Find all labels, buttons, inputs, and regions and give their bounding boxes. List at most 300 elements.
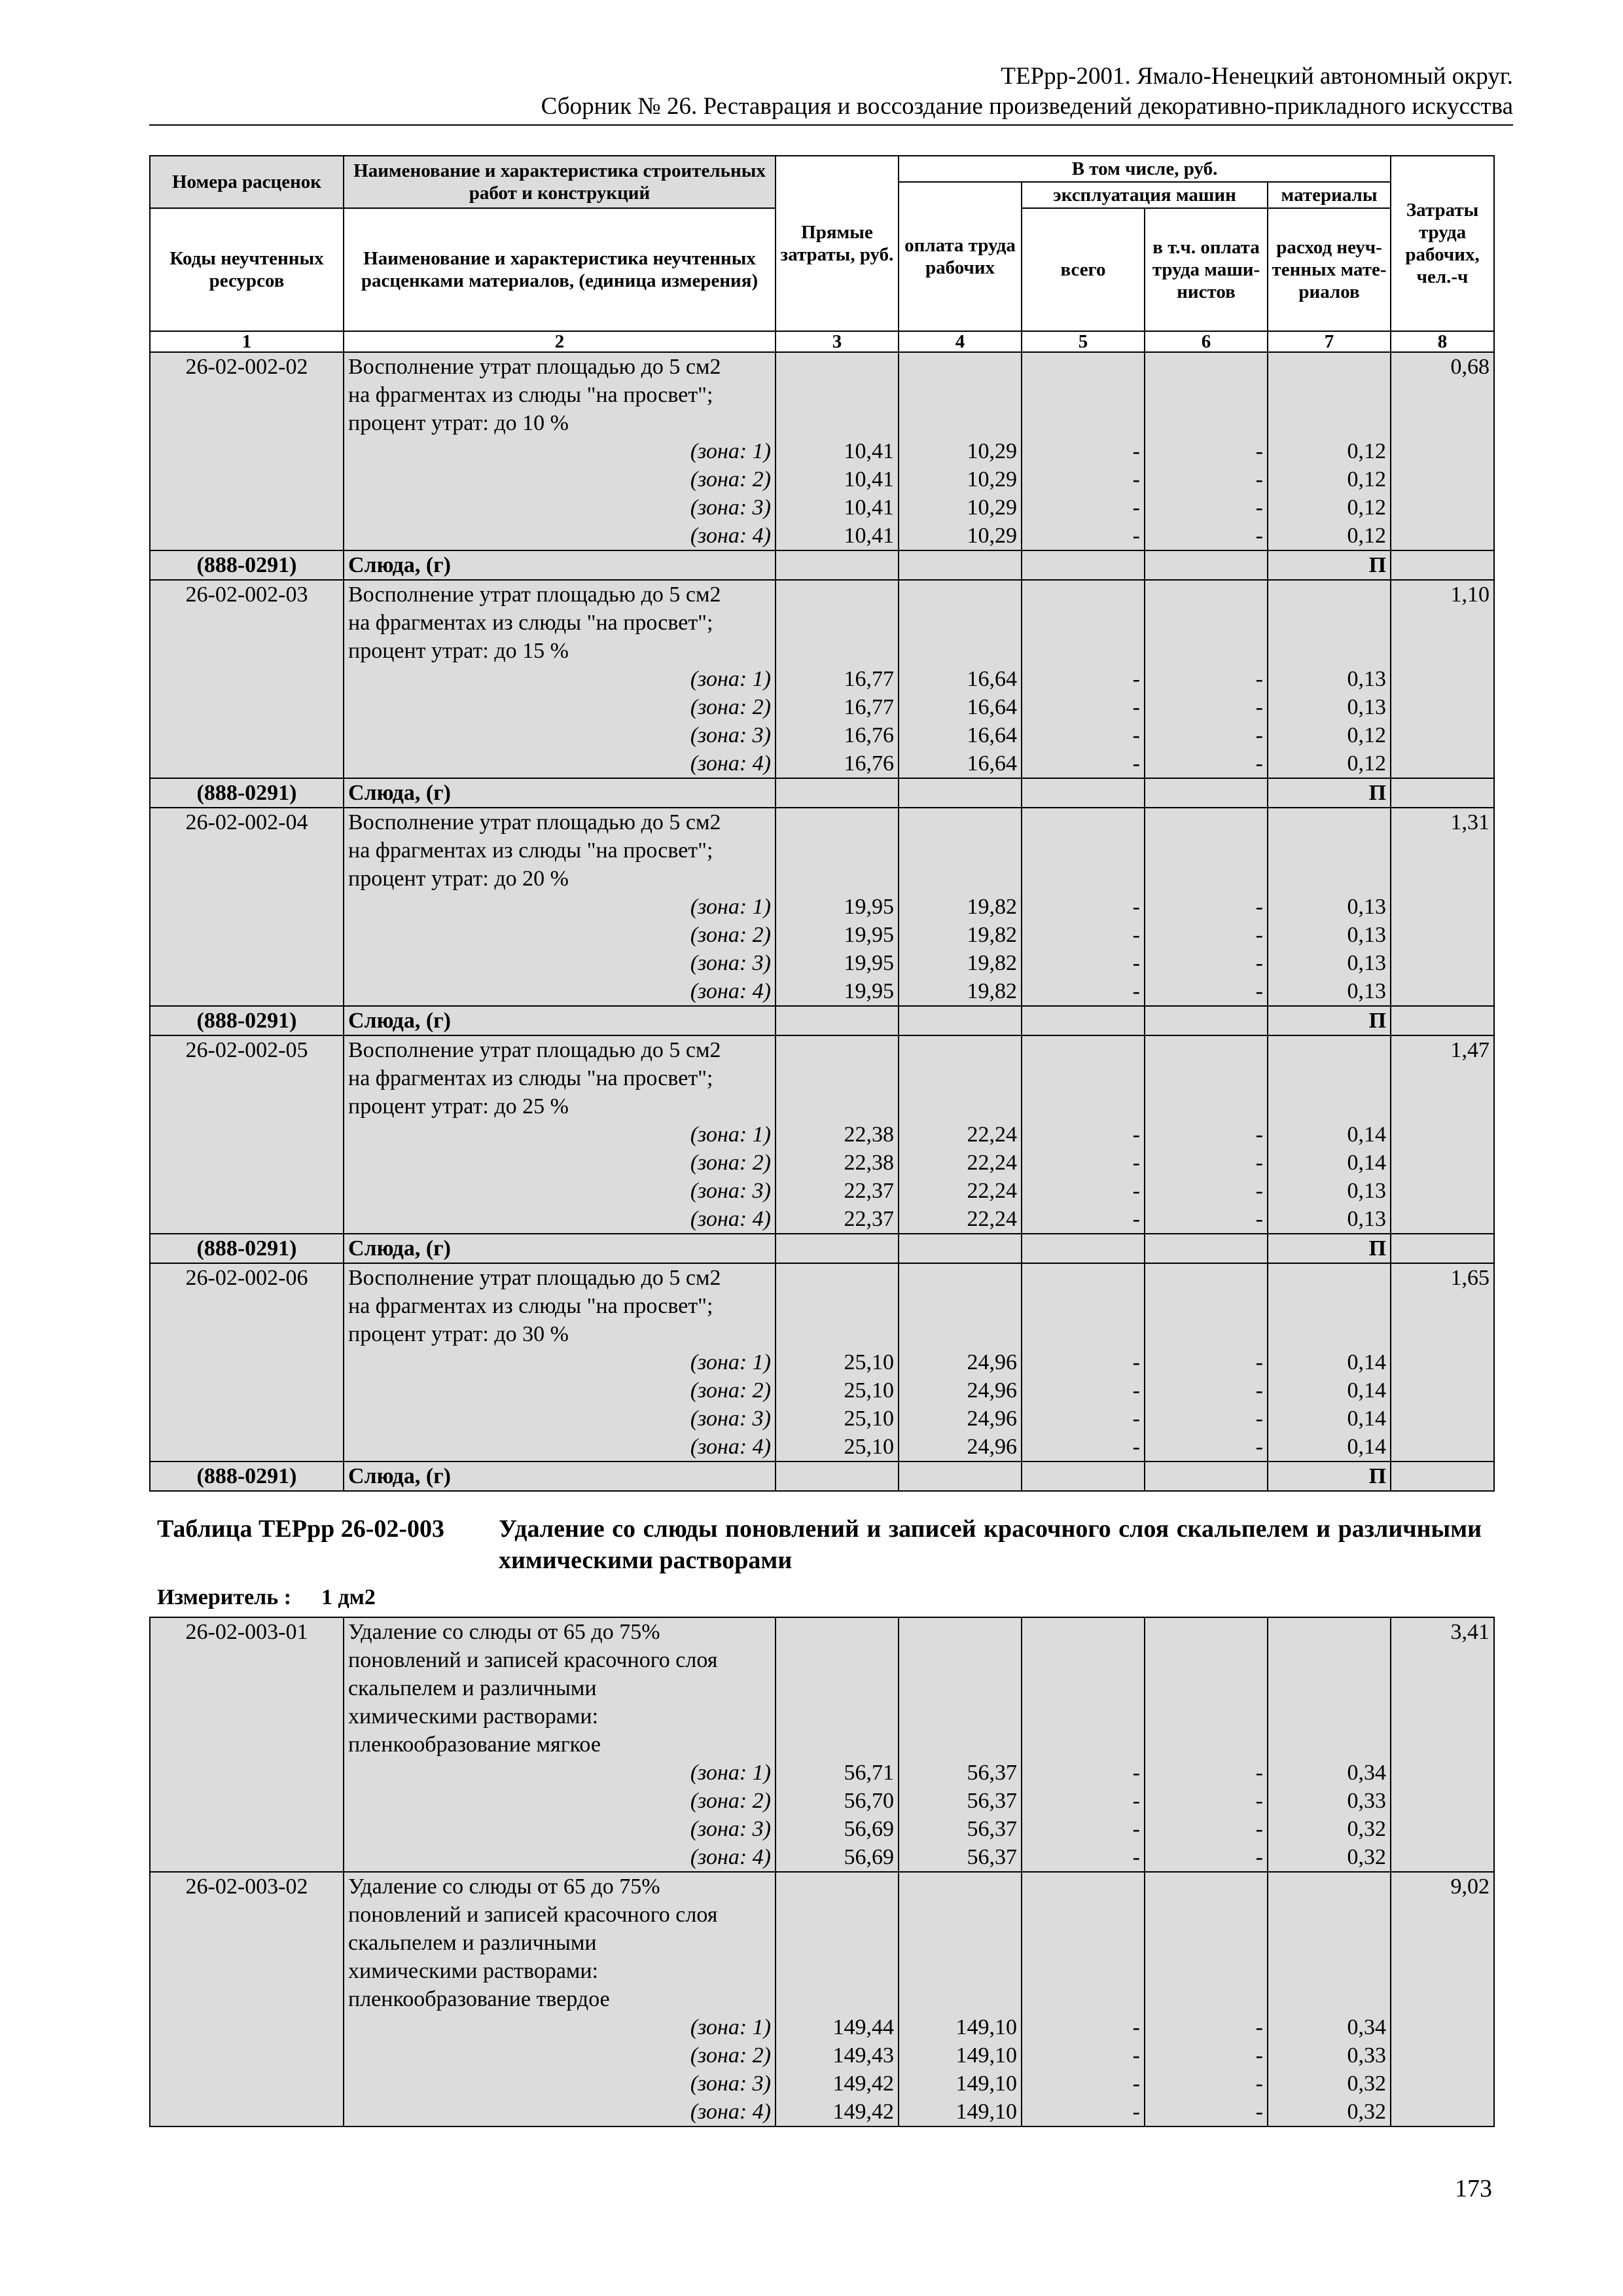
- worker-pay-cell: [899, 352, 1022, 550]
- machines-total: -: [1132, 2100, 1140, 2124]
- header-rule: [149, 124, 1513, 126]
- worker-pay: 22,24: [967, 1122, 1017, 1147]
- direct-cost: 25,10: [844, 1350, 894, 1374]
- running-header-collection: Сборник № 26. Реставрация и воссоздание произведений декоративно-прикладного искусства: [541, 93, 1513, 120]
- direct-cost-cell: [776, 580, 899, 778]
- direct-cost-cell: [776, 808, 899, 1006]
- rate-code: 26-02-003-01: [185, 1620, 308, 1644]
- direct-cost: 149,42: [832, 2100, 894, 2124]
- materials-cost-cell: [1268, 1617, 1391, 1872]
- machines-total: -: [1132, 1350, 1140, 1374]
- worker-pay-cell: [899, 1617, 1022, 1872]
- work-description-line: скальпелем и различными: [348, 1931, 597, 1955]
- machines-total: -: [1132, 667, 1140, 691]
- machinist-pay: -: [1255, 1378, 1263, 1403]
- zone-label: (зона: 3): [690, 1817, 771, 1841]
- direct-cost: 19,95: [844, 979, 894, 1003]
- rate-code: 26-02-002-04: [185, 810, 308, 834]
- direct-cost: 19,95: [844, 951, 894, 975]
- materials-cost: 0,34: [1347, 1761, 1386, 1785]
- rate-row: [150, 1872, 1494, 2126]
- labor-cost: 9,02: [1450, 1874, 1489, 1899]
- machines-total: -: [1132, 723, 1140, 747]
- resource-mark: П: [1268, 1462, 1391, 1491]
- work-description-line: процент утрат: до 15 %: [348, 639, 569, 663]
- machinist-pay: -: [1255, 1845, 1263, 1869]
- direct-cost: 22,37: [844, 1179, 894, 1203]
- materials-cost: 0,13: [1347, 895, 1387, 919]
- labor-cost: 3,41: [1450, 1620, 1489, 1644]
- resource-code: (888-0291): [150, 778, 344, 808]
- machines-total: -: [1132, 1817, 1140, 1841]
- rates-table-26-02-003: [149, 1617, 1495, 2127]
- work-description-line: процент утрат: до 25 %: [348, 1094, 569, 1119]
- col-header-machinist-pay: в т.ч. оплата труда маши-нистов: [1145, 208, 1268, 331]
- materials-cost: 0,14: [1347, 1435, 1387, 1459]
- machines-total: -: [1132, 1378, 1140, 1403]
- work-description-line: поновлений и записей красочного слоя: [348, 1648, 718, 1672]
- labor-cell: [1391, 1872, 1494, 2126]
- materials-cost: 0,12: [1347, 524, 1387, 548]
- zone-label: (зона: 3): [690, 1179, 771, 1203]
- direct-cost: 19,95: [844, 895, 894, 919]
- zone-label: (зона: 3): [690, 951, 771, 975]
- materials-cost: 0,14: [1347, 1122, 1387, 1147]
- machinist-pay: -: [1255, 1122, 1263, 1147]
- machines-total: -: [1132, 1407, 1140, 1431]
- worker-pay: 22,24: [967, 1179, 1017, 1203]
- worker-pay: 16,64: [967, 667, 1017, 691]
- unit-label: Измеритель :: [157, 1585, 292, 1609]
- table-caption-label: Таблица ТЕРрр 26-02-003: [157, 1515, 445, 1543]
- machinist-pay-cell: [1145, 580, 1268, 778]
- direct-cost: 16,76: [844, 723, 894, 747]
- machinist-pay: -: [1255, 1179, 1263, 1203]
- worker-pay: 10,29: [967, 439, 1017, 463]
- materials-cost: 0,13: [1347, 1207, 1387, 1231]
- machines-total: -: [1132, 2072, 1140, 2096]
- resource-code: (888-0291): [150, 1234, 344, 1263]
- rate-code-cell: [150, 352, 344, 550]
- rate-row: [150, 1617, 1494, 1872]
- zone-label: (зона: 1): [690, 895, 771, 919]
- machinist-pay: -: [1255, 1817, 1263, 1841]
- machinist-pay: -: [1255, 1207, 1263, 1231]
- materials-cost-cell: [1268, 1872, 1391, 2126]
- work-description-line: химическими растворами:: [348, 1959, 599, 1983]
- zone-label: (зона: 1): [690, 667, 771, 691]
- work-description-line: скальпелем и различными: [348, 1676, 597, 1700]
- work-description-line: пленкообразование твердое: [348, 1987, 610, 2011]
- materials-cost: 0,34: [1347, 2015, 1386, 2039]
- rate-row: [150, 352, 1494, 550]
- materials-cost: 0,32: [1347, 1817, 1386, 1841]
- col-header-work-name: Наименование и характеристика строительных работ и конструкций: [344, 156, 776, 208]
- worker-pay: 22,24: [967, 1151, 1017, 1175]
- machines-total: -: [1132, 1122, 1140, 1147]
- zone-label: (зона: 2): [690, 923, 771, 947]
- machines-total: -: [1132, 695, 1140, 719]
- col-header-labor: Затраты труда рабочих, чел.-ч: [1391, 156, 1494, 331]
- materials-cost: 0,13: [1347, 1179, 1387, 1203]
- worker-pay: 19,82: [967, 895, 1017, 919]
- materials-cost: 0,33: [1347, 2043, 1386, 2068]
- rate-row: [150, 1263, 1494, 1462]
- labor-cell: [1391, 808, 1494, 1006]
- direct-cost: 25,10: [844, 1407, 894, 1431]
- direct-cost: 16,76: [844, 751, 894, 776]
- rate-code-cell: [150, 808, 344, 1006]
- work-description-line: Восполнение утрат площадью до 5 см2: [348, 810, 721, 834]
- machines-total: -: [1132, 751, 1140, 776]
- machinist-pay: -: [1255, 2015, 1263, 2039]
- direct-cost: 10,41: [844, 524, 894, 548]
- materials-cost: 0,13: [1347, 695, 1387, 719]
- resource-mark: П: [1268, 550, 1391, 580]
- direct-cost: 22,38: [844, 1122, 894, 1147]
- machinist-pay: -: [1255, 2100, 1263, 2124]
- machinist-pay: -: [1255, 751, 1263, 776]
- rate-code-cell: [150, 1872, 344, 2126]
- machines-total: -: [1132, 951, 1140, 975]
- labor-cell: [1391, 1035, 1494, 1234]
- work-description-line: процент утрат: до 20 %: [348, 867, 569, 891]
- machines-total: -: [1132, 524, 1140, 548]
- worker-pay: 24,96: [967, 1407, 1017, 1431]
- resource-row: [150, 1462, 1494, 1491]
- machinist-pay-cell: [1145, 352, 1268, 550]
- col-header-resource-codes: Коды неучтенных ресурсов: [150, 208, 344, 331]
- work-description-cell: [344, 1263, 776, 1462]
- zone-label: (зона: 1): [690, 2015, 771, 2039]
- machinist-pay: -: [1255, 467, 1263, 492]
- materials-cost-cell: [1268, 1263, 1391, 1462]
- direct-cost: 16,77: [844, 695, 894, 719]
- labor-cost: 1,47: [1450, 1038, 1490, 1062]
- direct-cost: 10,41: [844, 439, 894, 463]
- zone-label: (зона: 3): [690, 723, 771, 747]
- work-description-line: химическими растворами:: [348, 1704, 599, 1729]
- rate-code: 26-02-003-02: [185, 1874, 308, 1899]
- zone-label: (зона: 2): [690, 1789, 771, 1813]
- worker-pay: 56,37: [967, 1789, 1017, 1813]
- machinist-pay: -: [1255, 895, 1263, 919]
- worker-pay: 56,37: [967, 1761, 1017, 1785]
- worker-pay-cell: [899, 1035, 1022, 1234]
- materials-cost: 0,12: [1347, 495, 1387, 520]
- machinist-pay: -: [1255, 2072, 1263, 2096]
- machinist-pay-cell: [1145, 1263, 1268, 1462]
- direct-cost-cell: [776, 1035, 899, 1234]
- work-description-cell: [344, 1035, 776, 1234]
- labor-cost: 1,31: [1450, 810, 1490, 834]
- materials-cost: 0,13: [1347, 979, 1387, 1003]
- worker-pay-cell: [899, 1872, 1022, 2126]
- rate-code-cell: [150, 1617, 344, 1872]
- machines-total: -: [1132, 895, 1140, 919]
- zone-label: (зона: 4): [690, 524, 771, 548]
- machines-total: -: [1132, 1761, 1140, 1785]
- zone-label: (зона: 3): [690, 1407, 771, 1431]
- rate-row: [150, 808, 1494, 1006]
- machinist-pay: -: [1255, 723, 1263, 747]
- col-number: 4: [899, 331, 1022, 352]
- machines-total: -: [1132, 1845, 1140, 1869]
- running-header-title: ТЕРрр-2001. Ямало-Ненецкий автономный округ.: [1001, 63, 1513, 90]
- resource-code: (888-0291): [150, 1006, 344, 1035]
- resource-mark: П: [1268, 1006, 1391, 1035]
- work-description-line: на фрагментах из слюды "на просвет";: [348, 611, 713, 635]
- work-description-line: на фрагментах из слюды "на просвет";: [348, 383, 713, 407]
- materials-cost: 0,14: [1347, 1350, 1387, 1374]
- worker-pay: 24,96: [967, 1350, 1017, 1374]
- machinist-pay: -: [1255, 439, 1263, 463]
- materials-cost: 0,12: [1347, 467, 1387, 492]
- worker-pay: 149,10: [955, 2043, 1017, 2068]
- zone-label: (зона: 1): [690, 439, 771, 463]
- resource-name: Слюда, (г): [344, 1006, 776, 1035]
- worker-pay: 24,96: [967, 1378, 1017, 1403]
- machinist-pay: -: [1255, 495, 1263, 520]
- resource-mark: П: [1268, 1234, 1391, 1263]
- direct-cost: 56,69: [844, 1817, 894, 1841]
- col-header-in-total: В том числе, руб.: [899, 156, 1391, 182]
- machines-total: -: [1132, 1789, 1140, 1813]
- resource-row: [150, 778, 1494, 808]
- resource-row: [150, 1006, 1494, 1035]
- materials-cost: 0,32: [1347, 1845, 1386, 1869]
- rates-table-26-02-002: [149, 155, 1495, 1492]
- machines-total: -: [1132, 439, 1140, 463]
- materials-cost: 0,12: [1347, 439, 1387, 463]
- direct-cost: 56,69: [844, 1845, 894, 1869]
- direct-cost: 10,41: [844, 467, 894, 492]
- col-number: 5: [1022, 331, 1145, 352]
- col-header-machines: эксплуатация машин: [1022, 182, 1268, 208]
- materials-cost-cell: [1268, 580, 1391, 778]
- work-description-line: процент утрат: до 30 %: [348, 1322, 569, 1346]
- direct-cost-cell: [776, 1872, 899, 2126]
- zone-label: (зона: 2): [690, 695, 771, 719]
- resource-name: Слюда, (г): [344, 1462, 776, 1491]
- machinist-pay: -: [1255, 1350, 1263, 1374]
- machines-total: -: [1132, 979, 1140, 1003]
- labor-cell: [1391, 352, 1494, 550]
- machinist-pay: -: [1255, 2043, 1263, 2068]
- worker-pay: 10,29: [967, 524, 1017, 548]
- zone-label: (зона: 4): [690, 979, 771, 1003]
- direct-cost: 149,44: [832, 2015, 894, 2039]
- direct-cost-cell: [776, 352, 899, 550]
- machines-total: -: [1132, 1207, 1140, 1231]
- materials-cost-cell: [1268, 352, 1391, 550]
- worker-pay: 10,29: [967, 495, 1017, 520]
- resource-code: (888-0291): [150, 550, 344, 580]
- direct-cost-cell: [776, 1617, 899, 1872]
- work-description-cell: [344, 352, 776, 550]
- machinist-pay: -: [1255, 524, 1263, 548]
- machines-total: -: [1132, 923, 1140, 947]
- direct-cost: 19,95: [844, 923, 894, 947]
- materials-cost: 0,12: [1347, 751, 1387, 776]
- zone-label: (зона: 2): [690, 2043, 771, 2068]
- labor-cell: [1391, 1617, 1494, 1872]
- zone-label: (зона: 4): [690, 1845, 771, 1869]
- direct-cost: 149,43: [832, 2043, 894, 2068]
- direct-cost: 16,77: [844, 667, 894, 691]
- worker-pay: 56,37: [967, 1817, 1017, 1841]
- machinist-pay: -: [1255, 979, 1263, 1003]
- col-header-unaccounted-materials: расход неуч-тенных мате-риалов: [1268, 208, 1391, 331]
- machinist-pay: -: [1255, 1407, 1263, 1431]
- resource-code: (888-0291): [150, 1462, 344, 1491]
- labor-cost: 1,65: [1450, 1266, 1490, 1290]
- work-description-cell: [344, 1872, 776, 2126]
- direct-cost: 22,38: [844, 1151, 894, 1175]
- worker-pay: 19,82: [967, 951, 1017, 975]
- materials-cost: 0,14: [1347, 1378, 1387, 1403]
- materials-cost: 0,33: [1347, 1789, 1386, 1813]
- worker-pay: 24,96: [967, 1435, 1017, 1459]
- materials-cost: 0,14: [1347, 1151, 1387, 1175]
- worker-pay: 149,10: [955, 2072, 1017, 2096]
- materials-cost: 0,13: [1347, 951, 1387, 975]
- machinist-pay-cell: [1145, 1617, 1268, 1872]
- work-description-line: Восполнение утрат площадью до 5 см2: [348, 355, 721, 379]
- work-description-line: на фрагментах из слюды "на просвет";: [348, 1066, 713, 1090]
- worker-pay: 19,82: [967, 923, 1017, 947]
- worker-pay: 19,82: [967, 979, 1017, 1003]
- zone-label: (зона: 1): [690, 1761, 771, 1785]
- rate-row: [150, 580, 1494, 778]
- rate-code-cell: [150, 1035, 344, 1234]
- resource-name: Слюда, (г): [344, 778, 776, 808]
- worker-pay-cell: [899, 1263, 1022, 1462]
- machines-total: -: [1132, 1179, 1140, 1203]
- worker-pay: 149,10: [955, 2100, 1017, 2124]
- zone-label: (зона: 4): [690, 751, 771, 776]
- machines-total-cell: [1022, 1035, 1145, 1234]
- col-header-worker-pay: оплата труда рабочих: [899, 182, 1022, 331]
- col-header-machines-total: всего: [1022, 208, 1145, 331]
- page-number: 173: [1455, 2175, 1492, 2202]
- col-header-resource-names: Наименование и характеристика неучтенных расценками материалов, (единица измерения): [344, 208, 776, 331]
- zone-label: (зона: 1): [690, 1122, 771, 1147]
- materials-cost: 0,13: [1347, 667, 1387, 691]
- rate-code: 26-02-002-02: [185, 355, 308, 379]
- zone-label: (зона: 4): [690, 2100, 771, 2124]
- machines-total: -: [1132, 1151, 1140, 1175]
- resource-name: Слюда, (г): [344, 550, 776, 580]
- col-number: 3: [776, 331, 899, 352]
- zone-label: (зона: 1): [690, 1350, 771, 1374]
- work-description-line: Восполнение утрат площадью до 5 см2: [348, 1038, 721, 1062]
- worker-pay: 16,64: [967, 695, 1017, 719]
- materials-cost: 0,32: [1347, 2100, 1386, 2124]
- direct-cost: 25,10: [844, 1435, 894, 1459]
- labor-cell: [1391, 1263, 1494, 1462]
- table-caption-text: Удаление со слюды поновлений и записей красочного слоя скальпелем и различными химическими растворами: [499, 1515, 1482, 1574]
- zone-label: (зона: 3): [690, 495, 771, 520]
- col-number: 8: [1391, 331, 1494, 352]
- work-description-cell: [344, 580, 776, 778]
- machines-total: -: [1132, 495, 1140, 520]
- zone-label: (зона: 2): [690, 1378, 771, 1403]
- worker-pay-cell: [899, 580, 1022, 778]
- materials-cost: 0,32: [1347, 2072, 1386, 2096]
- worker-pay: 22,24: [967, 1207, 1017, 1231]
- materials-cost-cell: [1268, 808, 1391, 1006]
- machinist-pay: -: [1255, 1761, 1263, 1785]
- machinist-pay: -: [1255, 667, 1263, 691]
- col-header-direct-costs: Прямые затраты, руб.: [776, 156, 899, 331]
- work-description-line: на фрагментах из слюды "на просвет";: [348, 1294, 713, 1318]
- resource-name: Слюда, (г): [344, 1234, 776, 1263]
- machinist-pay-cell: [1145, 1035, 1268, 1234]
- machinist-pay: -: [1255, 923, 1263, 947]
- resource-mark: П: [1268, 778, 1391, 808]
- zone-label: (зона: 2): [690, 1151, 771, 1175]
- col-number: 6: [1145, 331, 1268, 352]
- unit-value: 1 дм2: [321, 1585, 376, 1609]
- machinist-pay: -: [1255, 695, 1263, 719]
- direct-cost: 25,10: [844, 1378, 894, 1403]
- machines-total: -: [1132, 2043, 1140, 2068]
- rate-code: 26-02-002-06: [185, 1266, 308, 1290]
- labor-cost: 1,10: [1450, 583, 1490, 607]
- zone-label: (зона: 3): [690, 2072, 771, 2096]
- col-header-materials: материалы: [1268, 182, 1391, 208]
- zone-label: (зона: 4): [690, 1207, 771, 1231]
- work-description-line: процент утрат: до 10 %: [348, 411, 569, 435]
- work-description-line: пленкообразование мягкое: [348, 1732, 601, 1757]
- machinist-pay: -: [1255, 1151, 1263, 1175]
- machines-total-cell: [1022, 352, 1145, 550]
- machinist-pay: -: [1255, 1435, 1263, 1459]
- resource-row: [150, 1234, 1494, 1263]
- zone-label: (зона: 2): [690, 467, 771, 492]
- work-description-line: Удаление со слюды от 65 до 75%: [348, 1874, 660, 1899]
- col-number: 7: [1268, 331, 1391, 352]
- machines-total-cell: [1022, 1617, 1145, 1872]
- direct-cost: 56,71: [844, 1761, 894, 1785]
- rate-row: [150, 1035, 1494, 1234]
- machines-total-cell: [1022, 580, 1145, 778]
- rate-code: 26-02-002-03: [185, 583, 308, 607]
- rate-code-cell: [150, 580, 344, 778]
- materials-cost-cell: [1268, 1035, 1391, 1234]
- direct-cost: 56,70: [844, 1789, 894, 1813]
- rate-code: 26-02-002-05: [185, 1038, 308, 1062]
- col-number: 2: [344, 331, 776, 352]
- worker-pay-cell: [899, 808, 1022, 1006]
- machinist-pay: -: [1255, 1789, 1263, 1813]
- rate-code-cell: [150, 1263, 344, 1462]
- worker-pay: 16,64: [967, 751, 1017, 776]
- col-number: 1: [150, 331, 344, 352]
- work-description-cell: [344, 1617, 776, 1872]
- work-description-cell: [344, 808, 776, 1006]
- machines-total-cell: [1022, 1263, 1145, 1462]
- work-description-line: на фрагментах из слюды "на просвет";: [348, 838, 713, 863]
- materials-cost: 0,14: [1347, 1407, 1387, 1431]
- machinist-pay-cell: [1145, 808, 1268, 1006]
- direct-cost: 149,42: [832, 2072, 894, 2096]
- direct-cost-cell: [776, 1263, 899, 1462]
- unit-of-measure: [157, 1584, 376, 1611]
- machines-total: -: [1132, 1435, 1140, 1459]
- labor-cost: 0,68: [1450, 355, 1490, 379]
